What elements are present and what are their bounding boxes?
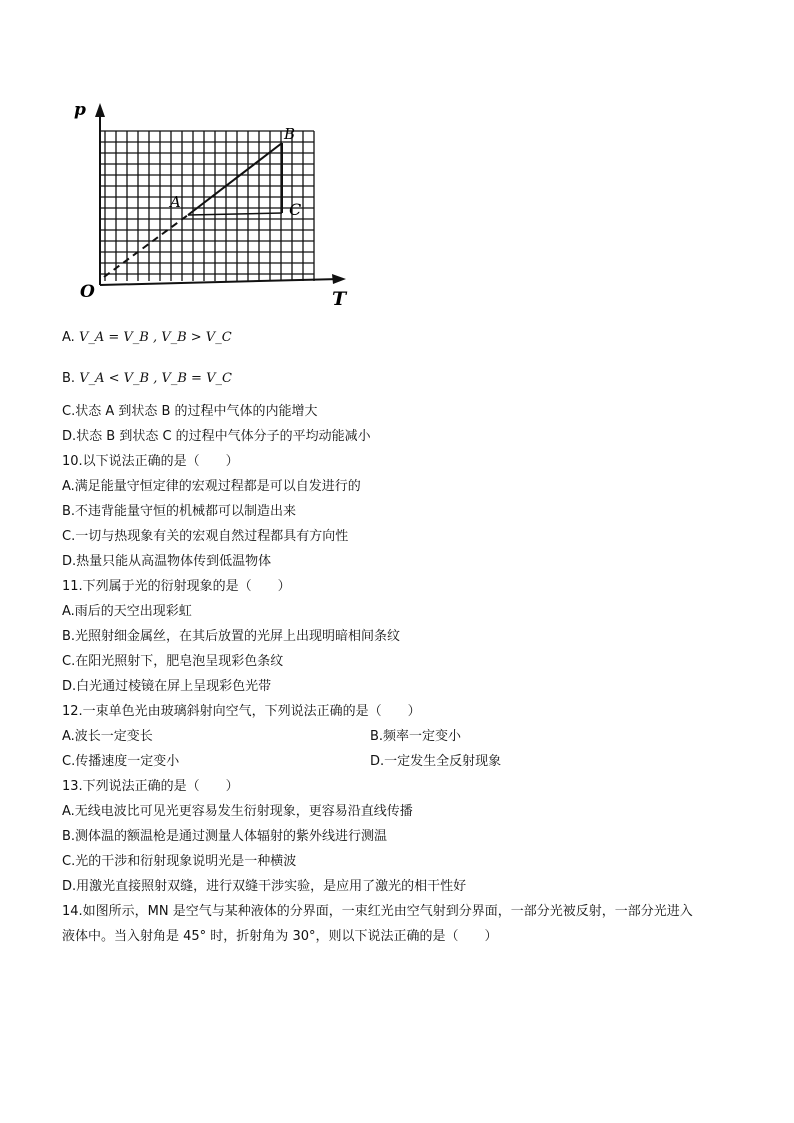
point-c-label: C [289, 200, 302, 219]
axis-t-label: T [332, 288, 347, 310]
q12-stem: 12.一束单色光由玻璃斜射向空气，下列说法正确的是（ ） [62, 704, 421, 719]
q13-stem: 13.下列说法正确的是（ ） [62, 779, 239, 794]
pt-graph-figure [70, 95, 360, 315]
q11-stem: 11.下列属于光的衍射现象的是（ ） [62, 579, 291, 594]
horizontal-line [188, 213, 282, 215]
q11-option-b: B.光照射细金属丝，在其后放置的光屏上出现明暗相间条纹 [62, 629, 401, 644]
q9-option-a-label: A. [62, 330, 75, 345]
q12-option-c: C.传播速度一定变小 [62, 754, 180, 769]
q11-option-a: A.雨后的天空出现彩虹 [62, 604, 192, 619]
q11-option-d: D.白光通过棱镜在屏上呈现彩色光带 [62, 679, 272, 694]
q9-option-a [62, 330, 232, 346]
q9-option-b [62, 371, 232, 387]
point-a-label: A [170, 193, 181, 211]
q9-option-a-math: V_A = V_B , V_B > V_C [78, 330, 232, 345]
q12-option-a: A.波长一定变长 [62, 729, 153, 744]
q9-option-c: C.状态 A 到状态 B 的过程中气体的内能增大 [62, 404, 318, 419]
q12-option-b: B.频率一定变小 [370, 729, 462, 744]
q10-option-d: D.热量只能从高温物体传到低温物体 [62, 554, 272, 569]
q11-option-c: C.在阳光照射下，肥皂泡呈现彩色条纹 [62, 654, 284, 669]
q9-option-d: D.状态 B 到状态 C 的过程中气体分子的平均动能减小 [62, 429, 371, 444]
q10-stem: 10.以下说法正确的是（ ） [62, 454, 239, 469]
q14-line-2: 液体中。当入射角是 45° 时，折射角为 30°，则以下说法正确的是（ ） [62, 929, 498, 944]
point-b-label: B [284, 125, 296, 143]
origin-label: O [80, 282, 95, 302]
q10-option-c: C.一切与热现象有关的宏观自然过程都具有方向性 [62, 529, 349, 544]
t-axis [100, 279, 340, 285]
axis-p-label: p [74, 100, 86, 120]
q9-option-b-label: B. [62, 371, 76, 386]
q13-option-a: A.无线电波比可见光更容易发生衍射现象，更容易沿直线传播 [62, 804, 413, 819]
q13-option-d: D.用激光直接照射双缝，进行双缝干涉实验，是应用了激光的相干性好 [62, 879, 467, 894]
segment-ab [188, 143, 282, 215]
q13-option-b: B.测体温的额温枪是通过测量人体辐射的紫外线进行测温 [62, 829, 388, 844]
q14-line-1: 14.如图所示，MN 是空气与某种液体的分界面，一束红光由空气射到分界面，一部分光被反射，一部分光进入 [62, 904, 693, 919]
q10-option-b: B.不违背能量守恒的机械都可以制造出来 [62, 504, 297, 519]
p-axis-arrow [95, 103, 105, 117]
q13-option-c: C.光的干涉和衍射现象说明光是一种横波 [62, 854, 297, 869]
q9-option-b-math: V_A < V_B , V_B = V_C [79, 371, 232, 386]
t-axis-arrow [332, 274, 346, 284]
q12-option-d: D.一定发生全反射现象 [370, 754, 502, 769]
q10-option-a: A.满足能量守恒定律的宏观过程都是可以自发进行的 [62, 479, 361, 494]
